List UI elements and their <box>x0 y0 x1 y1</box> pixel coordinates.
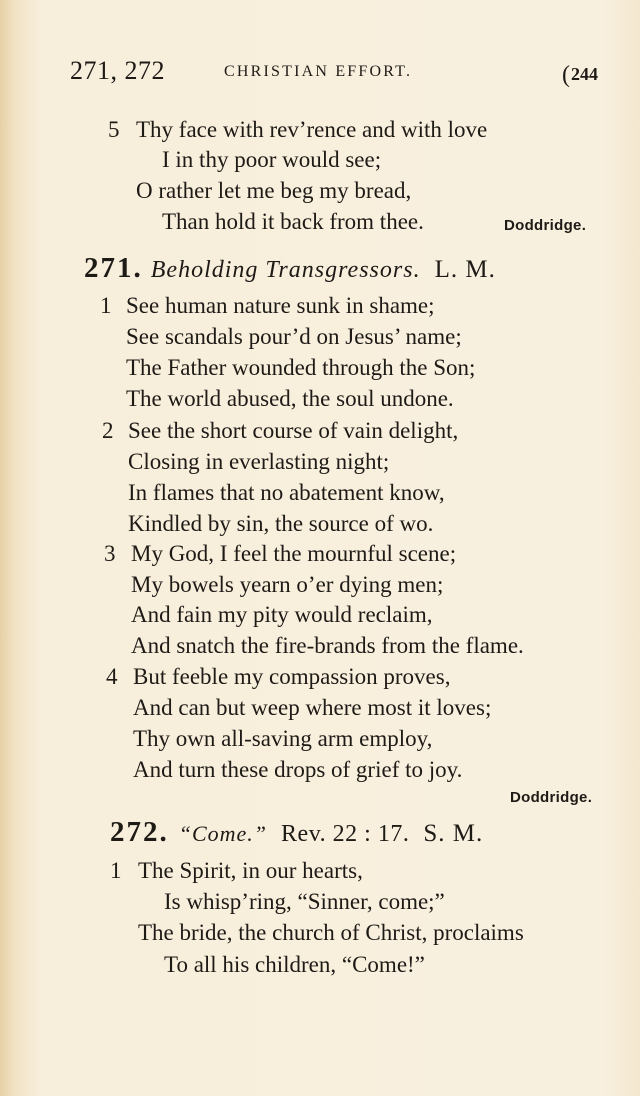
hymn-meter: S. M. <box>423 820 484 847</box>
header-running-title: CHRISTIAN EFFORT. <box>224 63 413 80</box>
verse-number: 1 <box>110 858 122 883</box>
verse-line: In flames that no abatement know, <box>128 480 445 505</box>
verse-line: The bride, the church of Christ, proclaims <box>138 920 524 945</box>
hymn-heading <box>110 818 483 847</box>
page-header <box>70 56 610 90</box>
verse-line: The Father wounded through the Son; <box>126 355 476 380</box>
hymn-meter: L. M. <box>434 256 496 283</box>
verse-line: I in thy poor would see; <box>162 147 382 172</box>
verse-line: Thy face with rev’rence and with love <box>136 117 488 142</box>
header-hymn-range: 271, 272 <box>70 56 165 85</box>
hymn-number: 271. <box>84 252 143 284</box>
verse-line: See scandals pour’d on Jesus’ name; <box>126 324 462 349</box>
verse-line: And can but weep where most it loves; <box>133 695 492 720</box>
verse-number: 1 <box>100 293 112 318</box>
verse-line: And snatch the fire-brands from the flame. <box>131 633 524 658</box>
scripture-reference: Rev. 22 : 17. <box>281 821 410 847</box>
hymn-number: 272. <box>110 816 169 848</box>
author-attribution: Doddridge. <box>504 217 587 234</box>
verse-line: O rather let me beg my bread, <box>136 178 412 203</box>
verse-line: My bowels yearn o’er dying men; <box>131 572 444 597</box>
verse-line: See human nature sunk in shame; <box>126 293 435 318</box>
verse-number: 2 <box>102 418 114 443</box>
verse-line: See the short course of vain delight, <box>128 418 459 443</box>
verse-line: Thy own all-saving arm employ, <box>133 726 433 751</box>
hymn-title: Beholding Transgressors. <box>150 257 421 283</box>
verse-line: Than hold it back from thee. <box>162 209 424 234</box>
verse-line: My God, I feel the mournful scene; <box>131 541 457 566</box>
hymn-title: “Come.” <box>178 821 268 846</box>
verse-line: Is whisp’ring, “Sinner, come;” <box>164 889 445 914</box>
verse-line: The Spirit, in our hearts, <box>138 858 363 883</box>
verse-number: 5 <box>108 117 120 142</box>
hymn-heading <box>84 254 496 283</box>
verse-line: To all his children, “Come!” <box>164 952 425 977</box>
verse-line: But feeble my compassion proves, <box>133 664 451 689</box>
header-page-number: ( 244 <box>562 60 598 87</box>
verse-line: Kindled by sin, the source of wo. <box>128 511 434 536</box>
verse-number: 4 <box>106 664 118 689</box>
verse-line: And turn these drops of grief to joy. <box>133 757 463 782</box>
author-attribution: Doddridge. <box>510 789 593 806</box>
verse-line: And fain my pity would reclaim, <box>131 602 433 627</box>
verse-number: 3 <box>104 541 116 566</box>
verse-line: Closing in everlasting night; <box>128 449 390 474</box>
verse-line: The world abused, the soul undone. <box>126 386 454 411</box>
